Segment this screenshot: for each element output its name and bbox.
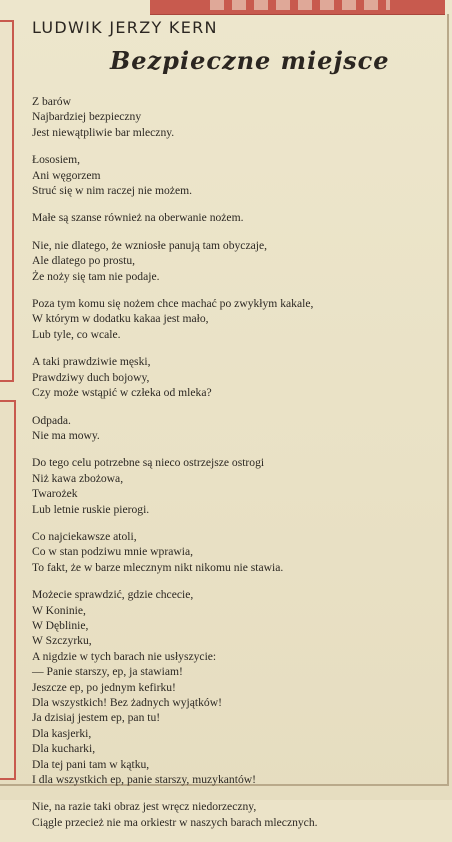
poem-line: Jeszcze ep, po jednym kefirku! xyxy=(32,680,176,694)
poem-line: Prawdziwy duch bojowy, xyxy=(32,370,150,384)
poem-line: W Dęblinie, xyxy=(32,618,89,632)
right-border-rule xyxy=(447,14,449,784)
poem-line: Dla wszystkich! Bez żadnych wyjątków! xyxy=(32,696,222,709)
poem-line: To fakt, że w barze mlecznym nikt nikomu nie stawia. xyxy=(32,560,284,574)
poem-line: Łososiem, xyxy=(32,153,80,167)
stanza xyxy=(32,529,442,575)
poem-line: Ale dlatego po prostu, xyxy=(32,254,136,268)
poem-line: Struć się w nim raczej nie możem. xyxy=(32,184,193,198)
poem-line: A nigdzie w tych barach nie usłyszycie: xyxy=(32,649,217,663)
poem-line: Z barów xyxy=(32,95,71,108)
poem-body xyxy=(32,94,442,842)
poem-line: W Koninie, xyxy=(32,603,86,617)
stanza xyxy=(32,413,442,444)
poem-line: Ja dzisiaj jestem ep, pan tu! xyxy=(32,711,161,725)
stanza xyxy=(32,587,442,787)
poem-line: Możecie sprawdzić, gdzie chcecie, xyxy=(32,588,194,602)
poem-line: Dla tej pani tam w kątku, xyxy=(32,757,150,771)
left-column-frame-bottom xyxy=(0,400,16,780)
poem-line: Co w stan podziwu mnie wprawia, xyxy=(32,545,193,559)
poem-line: Odpada. xyxy=(32,413,71,427)
stanza xyxy=(32,238,442,284)
poem-line: Dla kucharki, xyxy=(32,742,96,756)
poem-line: Ciągle przecież nie ma orkiestr w naszych barach mlecznych. xyxy=(32,815,318,829)
poem-line: A taki prawdziwie męski, xyxy=(32,355,151,369)
poem-line: Poza tym komu się nożem chce machać po zwykłym kakale, xyxy=(32,297,314,311)
stanza xyxy=(32,94,442,140)
poem-line: Twarożek xyxy=(32,487,78,501)
poem-line: Jest niewątpliwie bar mleczny. xyxy=(32,125,175,139)
poem-line: Małe są szanse również na oberwanie nożem. xyxy=(32,211,244,225)
poem-line: — Panie starszy, ep, ja stawiam! xyxy=(32,665,183,679)
left-column-frame-top xyxy=(0,20,14,382)
poem-line: I dla wszystkich ep, panie starszy, muzykantów! xyxy=(32,773,256,787)
poem-line: Co najciekawsze atoli, xyxy=(32,529,137,543)
poem-line: Lub letnie ruskie pierogi. xyxy=(32,502,150,516)
poem-line: Nie, nie dlatego, że wzniosłe panują tam obyczaje, xyxy=(32,238,267,252)
poem-line: Lub tyle, co wcale. xyxy=(32,327,121,341)
stanza xyxy=(32,455,442,517)
stanza xyxy=(32,152,442,198)
poem-line: Niż kawa zbożowa, xyxy=(32,471,124,485)
poem-line: Czy może wstąpić w człeka od mleka? xyxy=(32,386,212,400)
stanza xyxy=(32,210,442,225)
poem-line: W którym w dodatku kakaa jest mało, xyxy=(32,312,209,326)
top-red-banner xyxy=(150,0,445,15)
stanza xyxy=(32,799,442,830)
poem-line: Że noży się tam nie podaje. xyxy=(32,269,160,283)
poem-line: Nie ma mowy. xyxy=(32,428,100,442)
poem-line: Do tego celu potrzebne są nieco ostrzejsze ostrogi xyxy=(32,456,265,470)
poem-line: Nie, na razie taki obraz jest wręcz niedorzeczny, xyxy=(32,800,257,814)
poem-line: W Szczyrku, xyxy=(32,634,92,648)
author-name: LUDWIK JERZY KERN xyxy=(32,18,218,37)
poem-line: Najbardziej bezpieczny xyxy=(32,110,142,124)
poem-line: Dla kasjerki, xyxy=(32,726,92,740)
poem-line: Ani węgorzem xyxy=(32,168,101,182)
stanza xyxy=(32,354,442,400)
poem-title: Bezpieczne miejsce xyxy=(110,46,390,75)
stanza xyxy=(32,296,442,342)
